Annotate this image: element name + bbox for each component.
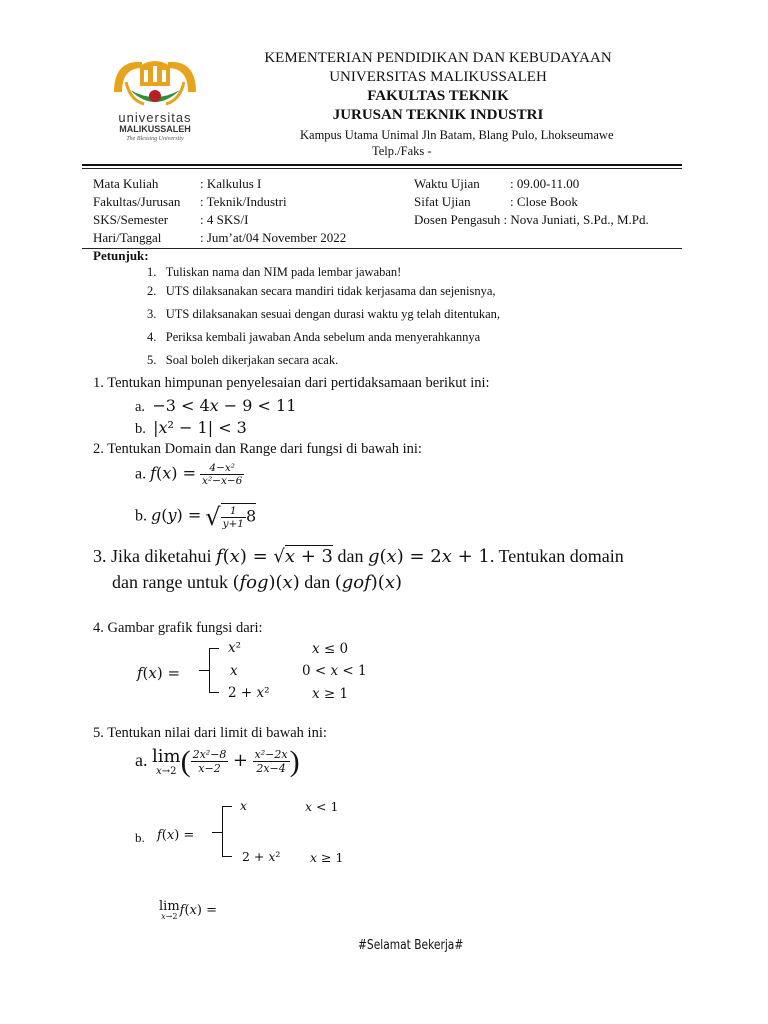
header-department: JURUSAN TEKNIK INDUSTRI bbox=[332, 107, 544, 123]
info-course-value: : Kalkulus I bbox=[200, 176, 262, 191]
logo-name: MALIKUSSALEH bbox=[119, 124, 191, 134]
petunjuk-title: Petunjuk: bbox=[93, 248, 149, 263]
question-3-line1: 3. Jika diketahui 𝑓(𝑥) = √𝑥 + 3 dan 𝑔(𝑥) = 2𝑥 + 1. Tentukan domain bbox=[93, 546, 624, 567]
logo-tagline: The Blessing University bbox=[126, 136, 184, 142]
info-lecturer-label: Dosen Pengasuh bbox=[414, 212, 501, 227]
q5-b-case-2-expr: 2 + 𝑥² bbox=[242, 849, 281, 864]
list-item: 3. UTS dilaksanakan sesuai dengan durasi waktu yg telah ditentukan, bbox=[147, 307, 501, 321]
info-time-label: Waktu Ujian bbox=[414, 176, 480, 191]
header-divider-thin bbox=[82, 168, 682, 169]
info-divider bbox=[82, 248, 682, 249]
question-4: 4. Gambar grafik fungsi dari: bbox=[93, 620, 263, 636]
list-item: 1. Tuliskan nama dan NIM pada lembar jawaban! bbox=[147, 265, 402, 279]
info-sks-label: SKS/Semester bbox=[93, 212, 169, 227]
q4-case-3-cond: 𝑥 ≥ 1 bbox=[312, 686, 349, 702]
q4-case-3-expr: 2 + 𝑥² bbox=[228, 685, 270, 701]
q2-b: b. 𝑔(𝑦) = √ $\frac{1}{\text{𝑦+1}}$ 8 bbox=[135, 503, 257, 531]
info-date-label: Hari/Tanggal bbox=[93, 230, 162, 245]
info-sks-value: : 4 SKS/I bbox=[200, 212, 249, 227]
q4-lhs: 𝑓(𝑥) = bbox=[137, 664, 181, 682]
q5-b-case-1-cond: 𝑥 < 1 bbox=[305, 799, 339, 814]
q1-b-expr: |𝑥² − 1| < 3 bbox=[153, 418, 247, 437]
footer-greeting: #Selamat Bekerja# bbox=[358, 938, 464, 953]
info-faculty-label: Fakultas/Jurusan bbox=[93, 194, 181, 209]
q5-b-case-2-cond: 𝑥 ≥ 1 bbox=[310, 850, 344, 865]
question-2: 2. Tentukan Domain dan Range dari fungsi di bawah ini: bbox=[93, 441, 422, 457]
logo-emblem-icon bbox=[100, 52, 210, 114]
q4-case-2-expr: 𝑥 bbox=[230, 663, 238, 679]
header-phone: Telp./Faks - bbox=[372, 144, 432, 158]
q5-b-case-1-expr: 𝑥 bbox=[240, 798, 248, 813]
sqrt-icon: √ bbox=[205, 503, 221, 531]
q4-case-1-expr: 𝑥² bbox=[228, 640, 242, 656]
q1-a-expr: −3 < 4𝑥 − 9 < 11 bbox=[152, 396, 297, 415]
header-faculty: FAKULTAS TEKNIK bbox=[367, 88, 509, 104]
q5-a: a. lim 𝑥→2 ( $\frac{\text{2𝑥²−8}}{\text{𝑥−2}}$ + $\frac{\text{𝑥²−2𝑥}}{\text{2𝑥−4}}$ ) bbox=[135, 745, 300, 778]
list-item: 5. Soal boleh dikerjakan secara acak. bbox=[147, 353, 339, 367]
header-address: Kampus Utama Unimal Jln Batam, Blang Pulo, Lhokseumawe bbox=[300, 128, 614, 142]
q5-b-lhs: 𝑓(𝑥) = bbox=[157, 828, 195, 843]
question-1: 1. Tentukan himpunan penyelesaian dari pertidaksamaan berikut ini: bbox=[93, 375, 490, 391]
header-university: UNIVERSITAS MALIKUSSALEH bbox=[329, 69, 547, 85]
header-divider-thick bbox=[82, 164, 682, 166]
q1-a: a. −3 < 4𝑥 − 9 < 11 bbox=[135, 396, 297, 415]
info-lecturer-value: : Nova Juniati, S.Pd., M.Pd. bbox=[503, 212, 649, 227]
q2-a: a. 𝑓(𝑥) = $\frac{\text{4−𝑥²}}{\text{𝑥²−𝑥−6}}$ bbox=[135, 462, 243, 488]
university-logo bbox=[100, 52, 210, 147]
q2-a-denominator: 𝑥²−𝑥−6 bbox=[202, 475, 243, 488]
info-time-value: : 09.00-11.00 bbox=[510, 176, 580, 191]
logo-text: universitas bbox=[118, 110, 192, 125]
q5-b-limit: lim 𝑥→2 𝑓(𝑥) = bbox=[159, 899, 217, 921]
info-nature-label: Sifat Ujian bbox=[414, 194, 471, 209]
info-course-label: Mata Kuliah bbox=[93, 176, 159, 191]
list-item: 4. Periksa kembali jawaban Anda sebelum anda menyerahkannya bbox=[147, 330, 481, 344]
info-date-value: : Jum’at/04 November 2022 bbox=[200, 230, 347, 245]
q4-case-1-cond: 𝑥 ≤ 0 bbox=[312, 641, 349, 657]
question-5: 5. Tentukan nilai dari limit di bawah ini: bbox=[93, 725, 327, 741]
q4-case-2-cond: 0 < 𝑥 < 1 bbox=[302, 663, 367, 679]
info-faculty-value: : Teknik/Industri bbox=[200, 194, 287, 209]
q2-a-numerator: 4−𝑥² bbox=[200, 462, 244, 475]
info-nature-value: : Close Book bbox=[510, 194, 578, 209]
header-ministry: KEMENTERIAN PENDIDIKAN DAN KEBUDAYAAN bbox=[264, 50, 612, 66]
list-item: 2. UTS dilaksanakan secara mandiri tidak kerjasama dan sejenisnya, bbox=[147, 284, 496, 298]
info-lecturer bbox=[414, 212, 649, 228]
sqrt-icon: √ bbox=[273, 546, 285, 567]
q5-b-label: b. bbox=[135, 830, 145, 845]
question-3-line2: dan range untuk (𝑓𝑜𝑔)(𝑥) dan (𝑔𝑜𝑓)(𝑥) bbox=[112, 572, 402, 593]
q1-b: b. |𝑥² − 1| < 3 bbox=[135, 418, 247, 437]
